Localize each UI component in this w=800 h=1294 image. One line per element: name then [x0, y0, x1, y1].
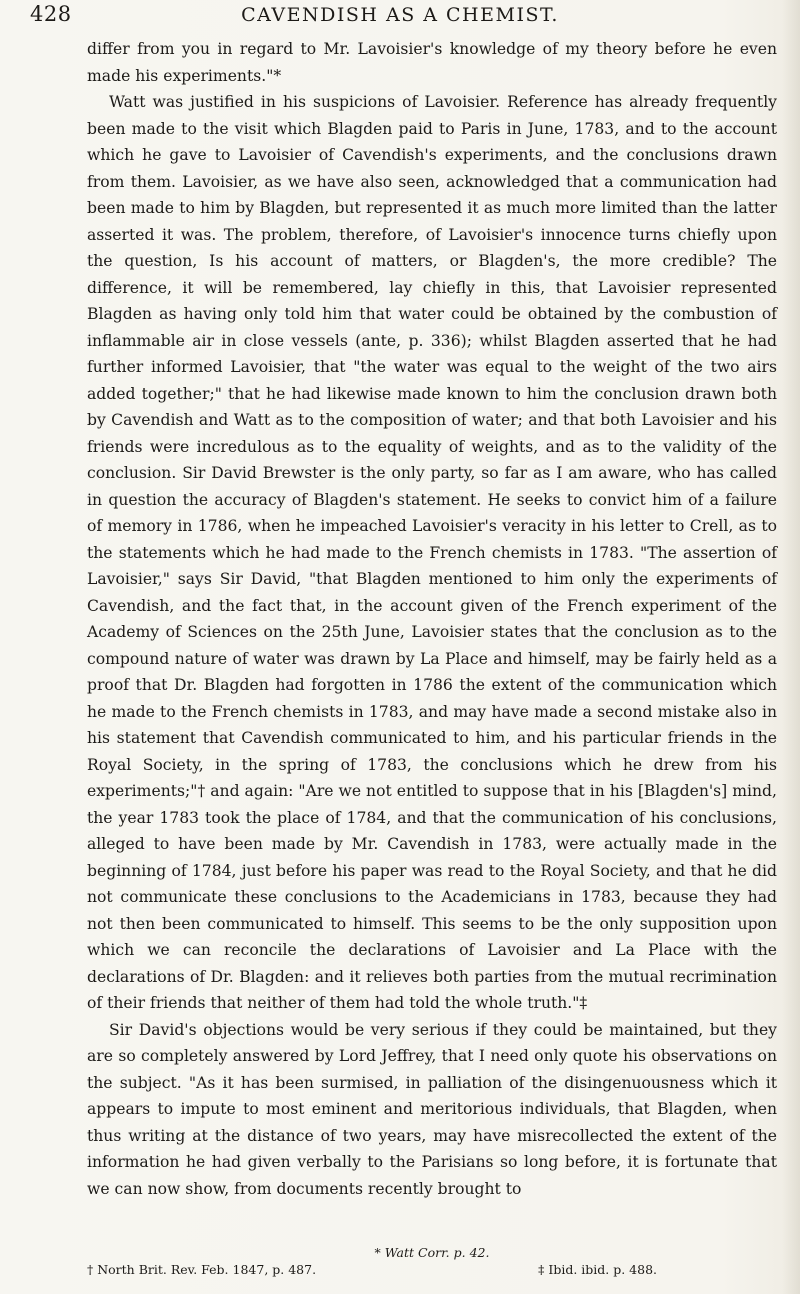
page-number: 428	[30, 2, 72, 26]
page-edge-shadow	[782, 0, 800, 1294]
running-title: CAVENDISH AS A CHEMIST.	[241, 4, 559, 26]
paragraph-watt-lavoisier: Watt was justified in his suspicions of Lavoisier. Reference has already frequently been made to the visit which Blagden paid to Paris in June, 1783, and to the account which he gave to Lavoisier of Cavendish's experiments, and the conclusions drawn from them. Lavoisier, as we have also seen, acknowledged that a communication had been made to him by Blagden, but represented it as much more limited than the latter asserted it was. The problem, therefore, of Lavoisier's innocence turns chiefly upon the question, Is his account of matters, or Blagden's, the more credible? The difference, it will be remembered, lay chiefly in this, that Lavoisier represented Blagden as having only told him that water could be obtained by the combustion of inflammable air in close vessels (ante, p. 336); whilst Blagden asserted that he had further informed Lavoisier, that "the water was equal to the weight of the two airs added together;" that he had likewise made known to him the conclusion drawn both by Cavendish and Watt as to the composition of water; and that both Lavoisier and his friends were incredulous as to the equality of weights, and as to the validity of the conclusion. Sir David Brewster is the only party, so far as I am aware, who has called in question the accuracy of Blagden's statement. He seeks to convict him of a failure of memory in 1786, when he impeached Lavoisier's veracity in his letter to Crell, as to the statements which he had made to the French chemists in 1783. "The assertion of Lavoisier," says Sir David, "that Blagden mentioned to him only the experiments of Cavendish, and the fact that, in the account given of the French experiment of the Academy of Sciences on the 25th June, Lavoisier states that the conclusion as to the compound nature of water was drawn by La Place and himself, may be fairly held as a proof that Dr. Blagden had forgotten in 1786 the extent of the communication which he made to the French chemists in 1783, and may have made a second mistake also in his statement that Cavendish communicated to him, and his particular friends in the Royal Society, in the spring of 1783, the conclusions which he drew from his experiments;"† and again: "Are we not entitled to suppose that in his [Blagden's] mind, the year 1783 took the place of 1784, and that the communication of his conclusions, alleged to have been made by Mr. Cavendish in 1783, were actually made in the beginning of 1784, just before his paper was read to the Royal Society, and that he did not communicate these conclusions to the Academicians in 1783, because they had not then been communicated to himself. This seems to be the only supposition upon which we can reconcile the declarations of Lavoisier and La Place with the declarations of Dr. Blagden: and it relieves both parties from the mutual recrimination of their friends that neither of them had told the whole truth."‡	[87, 93, 777, 1012]
paragraph-continuation: differ from you in regard to Mr. Lavoisier's knowledge of my theory before he even made his experiments."*	[87, 40, 777, 85]
footnote-star: * Watt Corr. p. 42.	[374, 1245, 490, 1260]
paragraph-sir-david-objections: Sir David's objections would be very serious if they could be maintained, but they are so completely answered by Lord Jeffrey, that I need only quote his observations on the subject. "As it has been surmised, in palliation of the disingenuousness which it appears to impute to most eminent and meritorious individuals, that Blagden, when thus writing at the distance of two years, may have misrecollected the extent of the information he had given verbally to the Parisians so long before, it is fortunate that we can now show, from documents recently brought to	[87, 1020, 777, 1198]
footnote-dagger: † North Brit. Rev. Feb. 1847, p. 487.	[87, 1262, 317, 1277]
body-text	[87, 36, 777, 1202]
footnote-row	[87, 1261, 777, 1278]
footnote-double-dagger: ‡ Ibid. ibid. p. 488.	[538, 1262, 657, 1277]
footnotes	[87, 1244, 777, 1278]
